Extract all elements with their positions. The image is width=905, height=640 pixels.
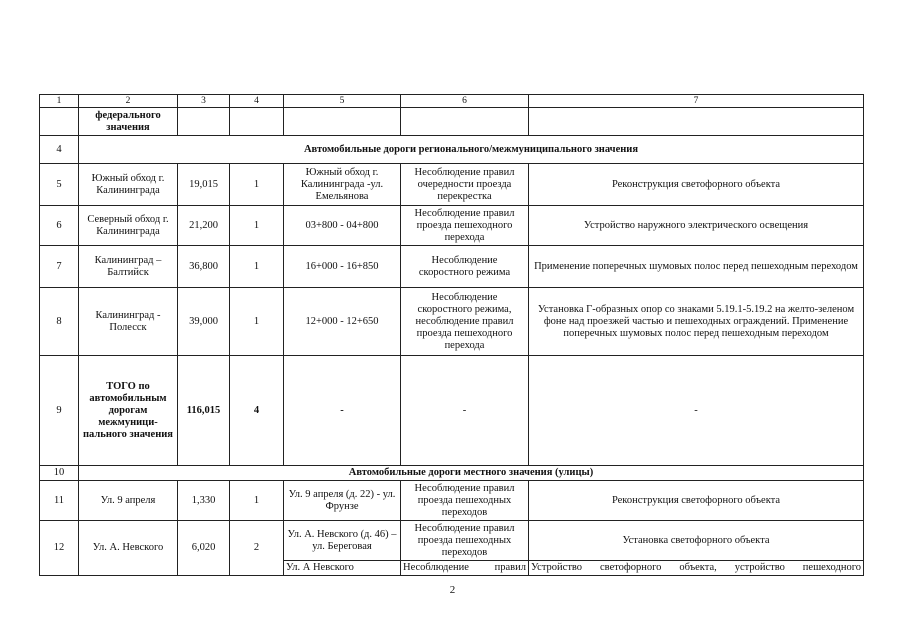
road-name: Ул. 9 апреля [79, 481, 178, 521]
road-name: Калининград – Балтийск [79, 246, 178, 288]
row-number: 7 [40, 246, 79, 288]
row-number: 9 [40, 356, 79, 466]
violation: Несоблюдение правил очередности проезда перекрестка [401, 164, 529, 206]
object-location: 16+000 - 16+850 [284, 246, 401, 288]
road-length: 19,015 [178, 164, 230, 206]
object-count [230, 108, 284, 136]
road-length: 36,800 [178, 246, 230, 288]
table-row [40, 108, 864, 136]
measure: Установка светофорного объекта [529, 521, 864, 561]
row-number: 10 [40, 466, 79, 481]
row-number: 12 [40, 521, 79, 576]
object-location: 03+800 - 04+800 [284, 206, 401, 246]
road-safety-table [39, 94, 864, 576]
row-number [40, 108, 79, 136]
measure: Реконструкция светофорного объекта [529, 164, 864, 206]
violation: Несоблюдение правил проезда пешеходных переходов [401, 521, 529, 561]
table-row [40, 521, 864, 561]
object-location: Ул. А Невского [284, 561, 401, 576]
measure: Применение поперечных шумовых полос перед пешеходным переходом [529, 246, 864, 288]
row-number: 4 [40, 136, 79, 164]
object-location: Южный обход г. Калининграда -ул. Емельянова [284, 164, 401, 206]
section-title: Автомобильные дороги местного значения (улицы) [79, 466, 864, 481]
measure: Устройство светофорного объекта, устройство пешеходного [529, 561, 864, 576]
road-length: 6,020 [178, 521, 230, 576]
section-row-local [40, 466, 864, 481]
object-location: 12+000 - 12+650 [284, 288, 401, 356]
table-row [40, 288, 864, 356]
column-number-row [40, 95, 864, 108]
object-count: 1 [230, 206, 284, 246]
table-row [40, 206, 864, 246]
section-title: Автомобильные дороги регионального/межмуниципального значения [79, 136, 864, 164]
object-count: 4 [230, 356, 284, 466]
table-row [40, 481, 864, 521]
road-length [178, 108, 230, 136]
object-location: - [284, 356, 401, 466]
row-number: 6 [40, 206, 79, 246]
violation: Несоблюдение скоростного режима [401, 246, 529, 288]
object-count: 2 [230, 521, 284, 576]
column-number: 4 [230, 95, 284, 108]
object-count: 1 [230, 164, 284, 206]
object-count: 1 [230, 481, 284, 521]
object-location: Ул. А. Невского (д. 46) – ул. Береговая [284, 521, 401, 561]
violation: - [401, 356, 529, 466]
row-number: 5 [40, 164, 79, 206]
road-length: 1,330 [178, 481, 230, 521]
road-name: ТОГО по автомобильным дорогам межмуници-пального значения [79, 356, 178, 466]
table-row [40, 246, 864, 288]
violation: Несоблюдение правил проезда пешеходного перехода [401, 206, 529, 246]
road-name: федерального значения [79, 108, 178, 136]
column-number: 7 [529, 95, 864, 108]
road-name: Калининград - Полесск [79, 288, 178, 356]
total-row [40, 356, 864, 466]
row-number: 8 [40, 288, 79, 356]
column-number: 5 [284, 95, 401, 108]
section-row-regional [40, 136, 864, 164]
object-location: Ул. 9 апреля (д. 22) - ул. Фрунзе [284, 481, 401, 521]
road-length: 116,015 [178, 356, 230, 466]
road-name: Южный обход г. Калининграда [79, 164, 178, 206]
table-row [40, 164, 864, 206]
page-number: 2 [449, 584, 456, 596]
column-number: 6 [401, 95, 529, 108]
object-count: 1 [230, 246, 284, 288]
column-number: 2 [79, 95, 178, 108]
violation: Несоблюдение правил проезда пешеходных переходов [401, 481, 529, 521]
column-number: 3 [178, 95, 230, 108]
violation: Несоблюдение правил [401, 561, 529, 576]
measure: - [529, 356, 864, 466]
road-length: 21,200 [178, 206, 230, 246]
measure: Реконструкция светофорного объекта [529, 481, 864, 521]
measure: Установка Г-образных опор со знаками 5.19.1-5.19.2 на желто-зеленом фоне над проезжей частью и пешеходных ограждений. Применение поперечных шумовых полос перед пешеходным переходом [529, 288, 864, 356]
object-count: 1 [230, 288, 284, 356]
column-number: 1 [40, 95, 79, 108]
violation [401, 108, 529, 136]
object-location [284, 108, 401, 136]
road-name: Ул. А. Невского [79, 521, 178, 576]
road-length: 39,000 [178, 288, 230, 356]
violation: Несоблюдение скоростного режима, несоблюдение правил проезда пешеходного перехода [401, 288, 529, 356]
measure: Устройство наружного электрического освещения [529, 206, 864, 246]
measure [529, 108, 864, 136]
row-number: 11 [40, 481, 79, 521]
road-name: Северный обход г. Калининграда [79, 206, 178, 246]
